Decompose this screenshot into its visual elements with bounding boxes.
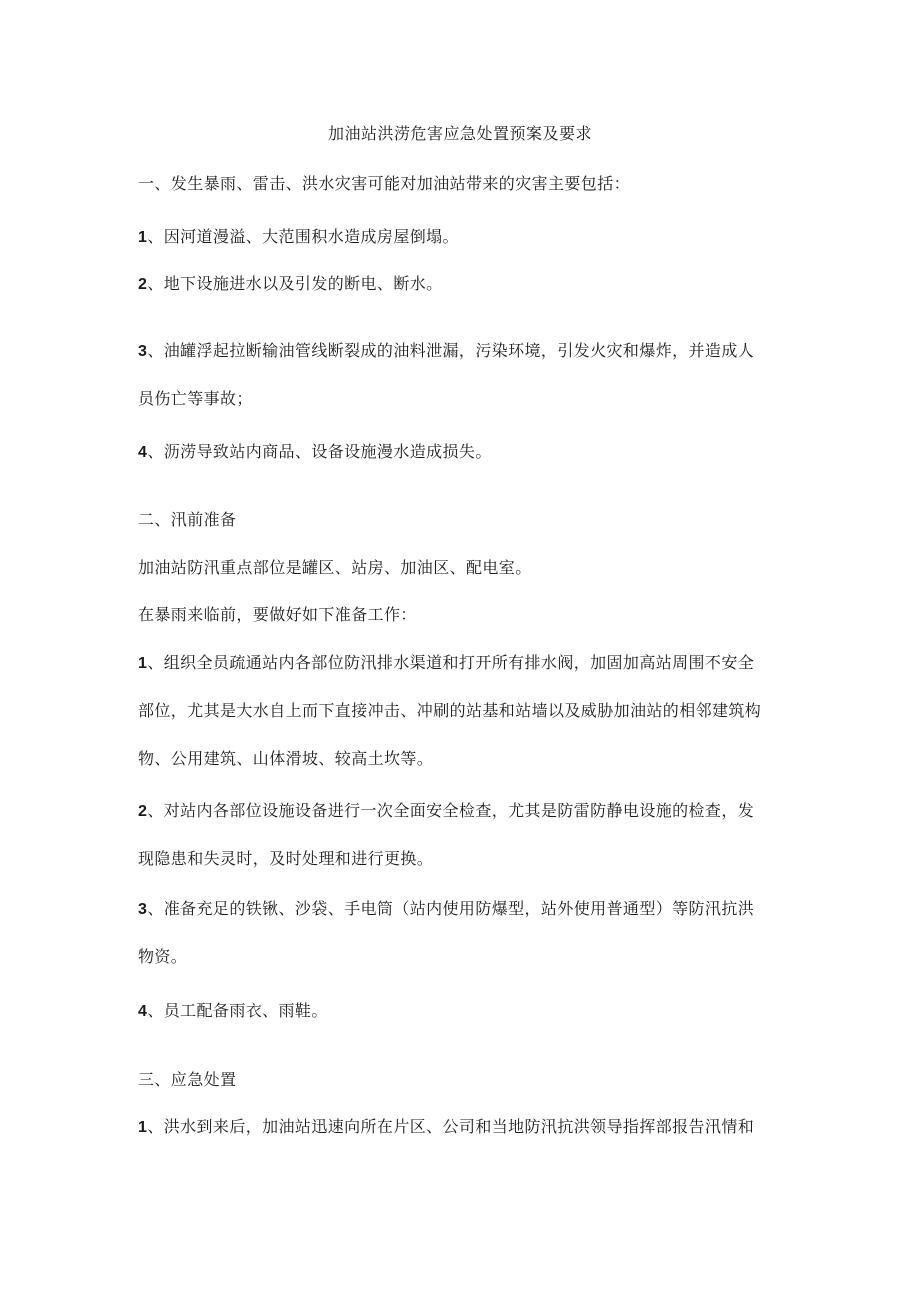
item-text: 、员工配备雨衣、雨鞋。 <box>147 1001 328 1020</box>
item-number: 1 <box>138 1119 148 1136</box>
item-text: 、对站内各部位设施设备进行一次全面安全检查，尤其是防雷防静电设施的检查，发 <box>147 801 755 820</box>
document-title: 加油站洪涝危害应急处置预案及要求 <box>327 124 592 143</box>
section-2-item-3-cont: 物资。 <box>138 947 188 966</box>
item-number: 4 <box>138 444 148 461</box>
item-text: 、沥涝导致站内商品、设备设施漫水造成损失。 <box>147 442 492 461</box>
section-1-item-3-cont: 员伤亡等事故； <box>138 389 253 408</box>
section-1-item-2 <box>138 272 443 297</box>
item-number: 1 <box>138 229 148 246</box>
item-number: 3 <box>138 343 148 360</box>
section-1-item-1 <box>138 225 459 250</box>
section-2-item-2 <box>138 799 754 824</box>
item-text: 、洪水到来后，加油站迅速向所在片区、公司和当地防汛抗洪领导指挥部报告汛情和 <box>147 1117 755 1136</box>
item-number: 4 <box>138 1003 148 1020</box>
section-1-item-3 <box>138 339 754 364</box>
item-text: 、地下设施进水以及引发的断电、断水。 <box>147 274 443 293</box>
section-3-heading: 三、应急处置 <box>138 1070 237 1089</box>
section-2-item-3 <box>138 897 754 922</box>
section-2-para-1: 加油站防汛重点部位是罐区、站房、加油区、配电室。 <box>138 558 532 577</box>
section-1-heading: 一、发生暴雨、雷击、洪水灾害可能对加油站带来的灾害主要包括： <box>138 174 631 193</box>
section-2-item-1 <box>138 651 754 676</box>
item-number: 3 <box>138 901 148 918</box>
item-number: 2 <box>138 803 148 820</box>
section-2-heading: 二、汛前准备 <box>138 510 237 529</box>
section-2-item-4 <box>138 999 328 1024</box>
item-number: 1 <box>138 655 148 672</box>
item-number: 2 <box>138 276 148 293</box>
item-text: 、因河道漫溢、大范围积水造成房屋倒塌。 <box>147 227 459 246</box>
item-text: 、组织全员疏通站内各部位防汛排水渠道和打开所有排水阀，加固加高站周围不安全 <box>147 653 755 672</box>
section-3-item-1 <box>138 1115 754 1140</box>
section-2-item-1-cont-2: 物、公用建筑、山体滑坡、较高土坎等。 <box>138 749 434 768</box>
section-2-para-2: 在暴雨来临前，要做好如下准备工作： <box>138 605 417 624</box>
item-text: 、油罐浮起拉断输油管线断裂成的油料泄漏，污染环境，引发火灾和爆炸，并造成人 <box>147 341 755 360</box>
section-1-item-4 <box>138 440 492 465</box>
section-2-item-1-cont-1: 部位，尤其是大水自上而下直接冲击、冲刷的站基和站墙以及威胁加油站的相邻建筑构 <box>138 701 762 720</box>
item-text: 、准备充足的铁锹、沙袋、手电筒（站内使用防爆型，站外使用普通型）等防汛抗洪 <box>147 899 755 918</box>
section-2-item-2-cont: 现隐患和失灵时，及时处理和进行更换。 <box>138 849 434 868</box>
